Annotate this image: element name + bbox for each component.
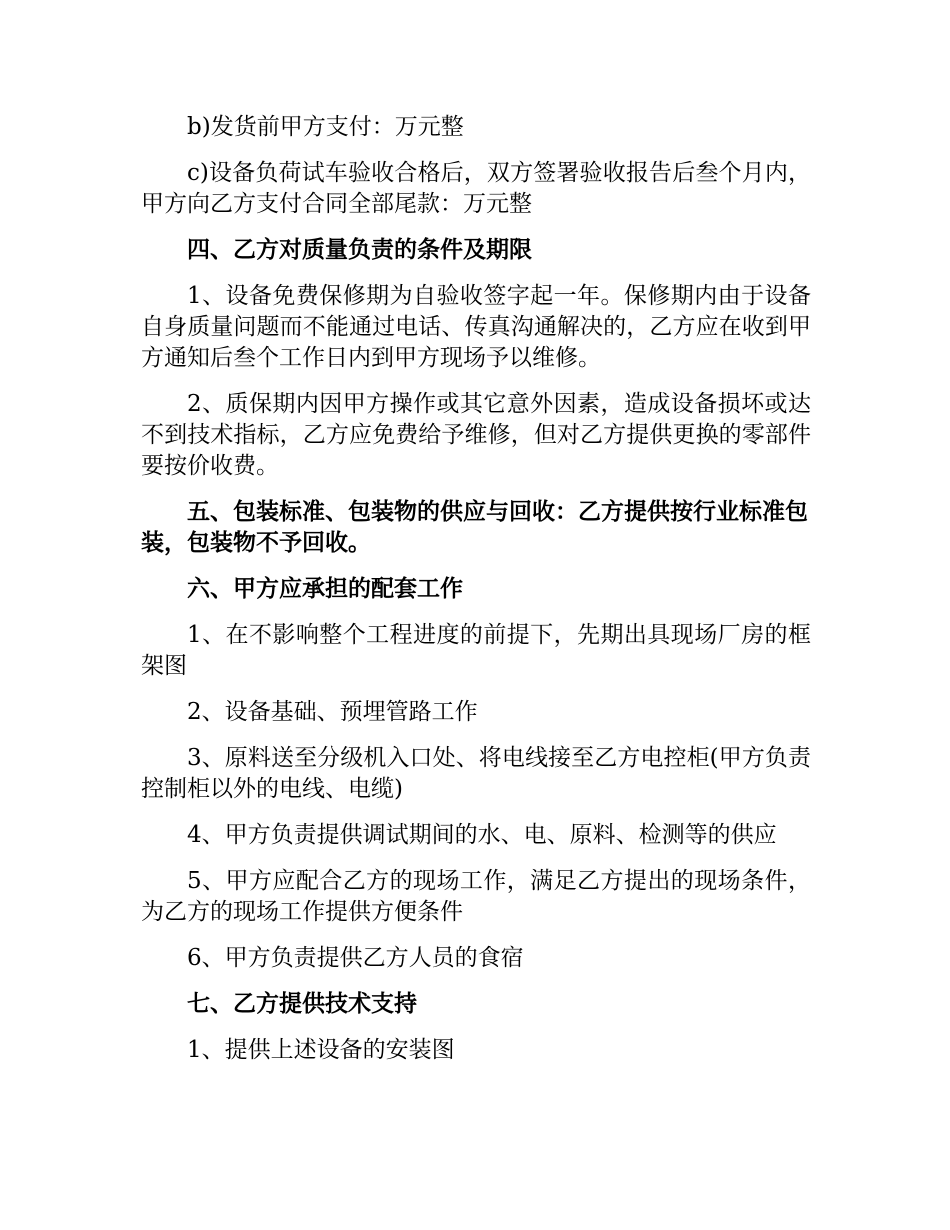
section-heading-tech-support: 七、乙方提供技术支持 — [187, 991, 417, 1017]
section-heading-quality: 四、乙方对质量负责的条件及期限 — [187, 237, 532, 263]
party-a-duty-1: 1、在不影响整个工程进度的前提下，先期出具现场厂房的框架图 — [141, 622, 811, 679]
party-a-duty-5: 5、甲方应配合乙方的现场工作，满足乙方提出的现场条件，为乙方的现场工作提供方便条件 — [141, 868, 811, 925]
section-heading-packaging: 五、包装标准、包装物的供应与回收：乙方提供按行业标准包装，包装物不予回收。 — [141, 499, 808, 556]
section-heading-party-a-duties: 六、甲方应承担的配套工作 — [187, 576, 463, 602]
document-page — [141, 112, 811, 1081]
quality-item-1: 1、设备免费保修期为自验收签字起一年。保修期内由于设备自身质量问题而不能通过电话、传真沟通解决的，乙方应在收到甲方通知后叁个工作日内到甲方现场予以维修。 — [141, 283, 811, 371]
quality-item-2: 2、质保期内因甲方操作或其它意外因素，造成设备损坏或达不到技术指标，乙方应免费给予维修，但对乙方提供更换的零部件要按价收费。 — [141, 391, 811, 479]
party-a-duty-2: 2、设备基础、预埋管路工作 — [187, 699, 478, 725]
party-a-duty-3: 3、原料送至分级机入口处、将电线接至乙方电控柜(甲方负责控制柜以外的电线、电缆) — [141, 745, 811, 802]
party-a-duty-6: 6、甲方负责提供乙方人员的食宿 — [187, 945, 524, 971]
tech-support-item-1: 1、提供上述设备的安装图 — [187, 1037, 455, 1063]
party-a-duty-4: 4、甲方负责提供调试期间的水、电、原料、检测等的供应 — [187, 822, 777, 848]
payment-clause-c: c)设备负荷试车验收合格后，双方签署验收报告后叁个月内，甲方向乙方支付合同全部尾款：万元整 — [141, 160, 811, 217]
payment-clause-b: b)发货前甲方支付：万元整 — [187, 114, 464, 140]
